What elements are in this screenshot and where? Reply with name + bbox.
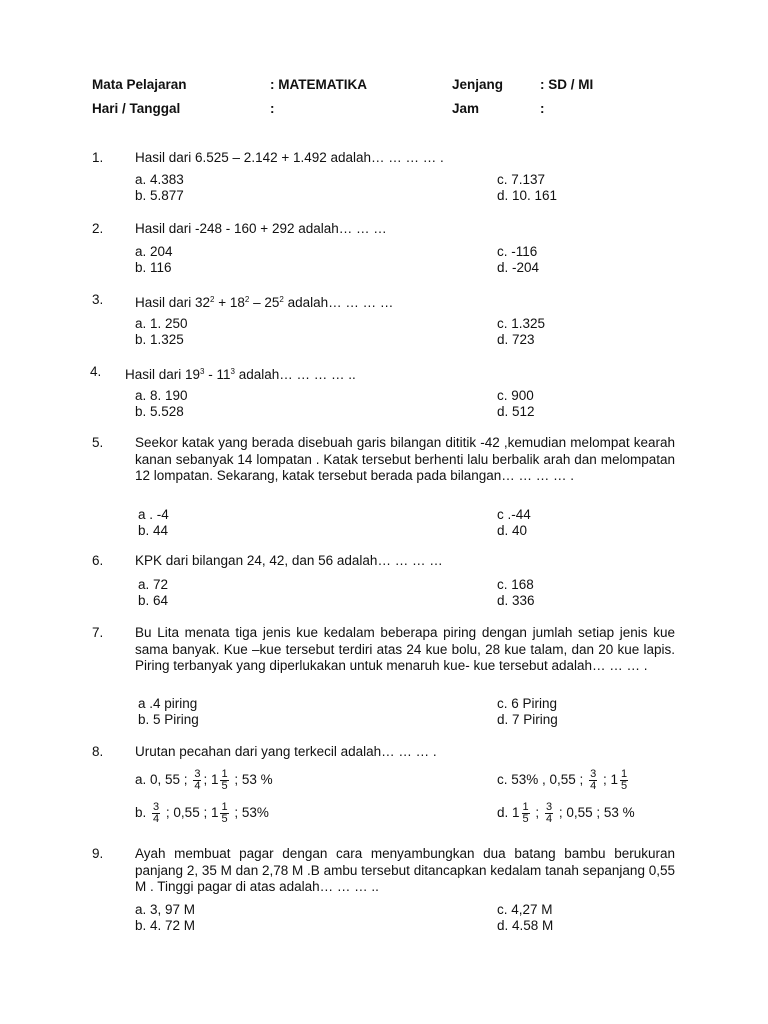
option-a: a .4 piring	[138, 696, 198, 711]
fraction: $\frac{3}{4}$	[590, 768, 597, 792]
fraction: $\frac{1}{5}$	[620, 768, 628, 792]
question-text: Bu Lita menata tiga jenis kue kedalam beberapa piring dengan jumlah setiap jenis kue sama banyak. Kue –kue tersebut terdiri atas 24 kue bolu, 28 kue talam, dan 20 kue lapis. Piring terbanyak yang diperlukakan untuk menaruh kue- kue tersebut adalah… … … .	[135, 625, 675, 673]
subject-value: : MATEMATIKA	[270, 77, 367, 92]
question-number: 6.	[92, 553, 104, 568]
question-8	[92, 744, 682, 834]
option-b: b. 5.877	[135, 188, 184, 203]
option-b: b. 116	[135, 260, 172, 275]
level-value: : SD / MI	[540, 77, 594, 92]
option-d: d. 723	[497, 332, 535, 347]
question-number: 1.	[92, 150, 104, 165]
subject-label: Mata Pelajaran	[92, 77, 187, 92]
question-number: 3.	[92, 292, 104, 307]
option-b: b. 5.528	[135, 404, 184, 419]
question-number: 4.	[90, 364, 102, 379]
option-b: b. 44	[138, 523, 169, 538]
option-a: a. 72	[138, 577, 169, 592]
question-text: KPK dari bilangan 24, 42, dan 56 adalah… … … …	[135, 553, 443, 568]
option-d: d. 40	[497, 523, 528, 538]
fraction: $\frac{1}{5}$	[522, 801, 529, 825]
question-text: Hasil dari 6.525 – 2.142 + 1.492 adalah… … … … .	[135, 150, 444, 165]
option-a: a. 0, 55 ; $\frac{3}{4}$ ; 1 $\frac{1}{5}$ ; 53 %	[135, 768, 273, 792]
option-b: b. 1.325	[135, 332, 184, 347]
option-c: c .-44	[497, 507, 531, 522]
question-text: Hasil dari $19^3 - 11^3$ adalah… … … … ..	[125, 367, 356, 382]
fraction: $\frac{3}{4}$	[545, 801, 553, 825]
fraction: $\frac{3}{4}$	[153, 801, 160, 825]
option-a: a. 3, 97 M	[135, 902, 196, 917]
question-text: Urutan pecahan dari yang terkecil adalah… … … .	[135, 744, 437, 759]
option-b: b. $\frac{3}{4}$ ; 0,55 ; 1 $\frac{1}{5}$ ; 53%	[135, 801, 269, 825]
option-d: d. 4.58 M	[497, 918, 554, 933]
question-9	[92, 846, 682, 938]
option-a: a. 8. 190	[135, 388, 188, 403]
fraction: $\frac{3}{4}$	[194, 768, 201, 792]
question-6	[92, 553, 682, 609]
question-5	[92, 435, 682, 540]
question-number: 8.	[92, 744, 104, 759]
option-a: a. 1. 250	[135, 316, 188, 331]
question-number: 5.	[92, 435, 104, 450]
option-b: b. 64	[138, 593, 169, 608]
question-text: Seekor katak yang berada disebuah garis bilangan dititik -42 ,kemudian melompat kearah kanan sebanyak 14 lompatan . Katak tersebut berhenti lalu berbalik arah dan melompatan 12 lompatan. Sekarang, katak tersebut berada pada bilangan… … … … .	[135, 435, 675, 483]
option-c: c. -116	[497, 244, 538, 259]
level-label: Jenjang	[452, 77, 504, 92]
question-7	[92, 625, 682, 730]
option-c: c. 4,27 M	[497, 902, 553, 917]
option-b: b. 5 Piring	[138, 712, 199, 727]
option-c: c. 53% , 0,55 ; $\frac{3}{4}$ ; 1 $\frac{1}{5}$	[497, 768, 628, 792]
option-a: a. 204	[135, 244, 173, 259]
question-text: Hasil dari $32^2 + 18^2 - 25^2$ adalah… … … …	[135, 295, 394, 310]
option-a: a . -4	[138, 507, 169, 522]
question-2	[92, 221, 682, 277]
option-c: c. 900	[497, 388, 534, 403]
question-number: 9.	[92, 846, 104, 861]
question-4	[92, 364, 682, 420]
question-text: Ayah membuat pagar dengan cara menyambungkan dua batang bambu berukuran panjang 2, 35 M dan 2,78 M .B ambu tersebut ditancapkan kedalam tanah sepanjang 0,55 M . Tinggi pagar di atas adalah… … … ..	[135, 846, 675, 894]
option-d: d. 10. 161	[497, 188, 558, 203]
option-d: d. 336	[497, 593, 535, 608]
option-d: d. 512	[497, 404, 535, 419]
fraction: $\frac{1}{5}$	[221, 801, 228, 825]
question-text: Hasil dari -248 - 160 + 292 adalah… … …	[135, 221, 387, 236]
day-value: :	[270, 101, 275, 116]
option-d: d. -204	[497, 260, 540, 275]
option-b: b. 4. 72 M	[135, 918, 196, 933]
option-d: d. 7 Piring	[497, 712, 558, 727]
option-a: a. 4.383	[135, 172, 184, 187]
fraction: $\frac{1}{5}$	[221, 768, 228, 792]
option-c: c. 7.137	[497, 172, 546, 187]
question-number: 7.	[92, 625, 104, 640]
option-d: d. 1 $\frac{1}{5}$ ; $\frac{3}{4}$ ; 0,55 ; 53 %	[497, 801, 635, 825]
day-label: Hari / Tanggal	[92, 101, 181, 116]
question-number: 2.	[92, 221, 104, 236]
option-c: c. 6 Piring	[497, 696, 558, 711]
option-c: c. 168	[497, 577, 534, 592]
time-value: :	[540, 101, 545, 116]
question-3	[92, 292, 682, 348]
question-1	[92, 150, 682, 206]
time-label: Jam	[452, 101, 480, 116]
option-c: c. 1.325	[497, 316, 546, 331]
